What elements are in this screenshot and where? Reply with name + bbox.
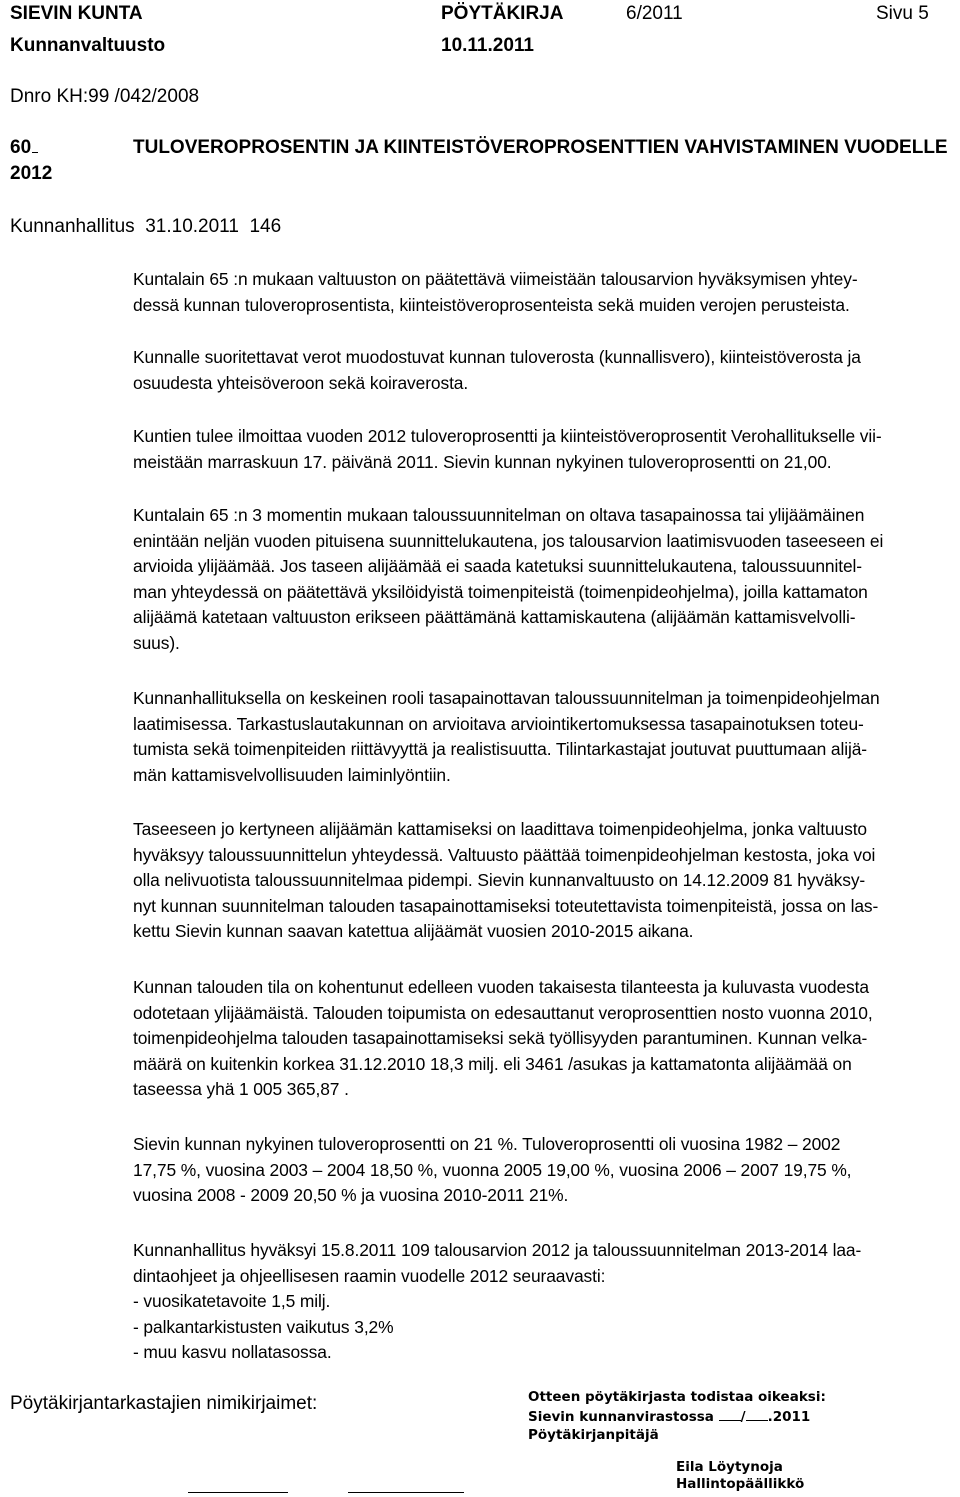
keeper-label: Pöytäkirjanpitäjä [528,1427,659,1443]
body-name: Kunnanvaltuusto [10,35,166,56]
paragraph-9: Kunnanhallitus hyväksyi 15.8.2011 109 talousarvion 2012 ja taloussuunnitelman 2013-2014 laa- dintaohjeet ja ohjeellisesen raamin vuodelle 2012 seuraavasti: - vuosikatetavoite 1,5 milj. - palkantarkistusten vaikutus 3,2% - muu kasvu nollatasossa. [133,1240,862,1362]
office-line: Sievin kunnanvirastossa / .2011 [528,1409,811,1425]
signer-title: Hallintopäällikkö [676,1476,805,1492]
paragraph-3: Kuntien tulee ilmoittaa vuoden 2012 tuloveroprosentti ja kiinteistöveroprosentit Verohallitukselle vii- meistään marraskuun 17. päivänä 2011. Sievin kunnan nykyinen tuloveroprosentti on 21,00. [133,426,882,472]
paragraph-1: Kuntalain 65 :n mukaan valtuuston on päätettävä viimeistään talousarvion hyväksymisen yhtey- dessä kunnan tuloveroprosentista, kiinteistöveroprosenteista sekä muiden verojen perusteista. [133,269,858,315]
month-blank [746,1408,768,1421]
doc-type: PÖYTÄKIRJA [441,3,564,24]
page-number: Sivu 5 [876,3,929,24]
meeting-date: 10.11.2011 [441,35,534,56]
inspectors-label: Pöytäkirjantarkastajien nimikirjaimet: [10,1393,318,1414]
section-title-year: 2012 [10,163,53,184]
record-number: Dnro KH:99 /042/2008 [10,86,200,107]
section-mark [32,138,38,153]
day-blank [719,1408,741,1421]
paragraph-7: Kunnan talouden tila on kohentunut edelleen vuoden takaisesta tilanteesta ja kuluvasta vuodesta odotetaan ylijäämäistä. Talouden toipumista on edesauttanut veroprosenttien nosto vuonna 2010, toimenpideohjelma talouden tasapainottamiseksi sekä työllisyyden parantuminen. Kunnan velka- määrä on kuitenkin korkea 31.12.2010 18,3 milj. eli 3461 /asukas ja kattamatonta alijäämää on taseessa yhä 1 005 365,87 . [133,977,873,1099]
section-number: 60 [10,137,39,159]
paragraph-8: Sievin kunnan nykyinen tuloveroprosentti on 21 %. Tuloveroprosentti oli vuosina 1982 – 2002 17,75 %, vuosina 2003 – 2004 18,50 %, vuonna 2005 19,00 %, vuosina 2006 – 2007 19,75 %, vuosina 2008 - 2009 20,50 % ja vuosina 2010-2011 21%. [133,1134,852,1205]
org-name: SIEVIN KUNTA [10,3,143,24]
paragraph-6: Taseeseen jo kertyneen alijäämän kattamiseksi on laadittava toimenpideohjelma, jonka valtuusto hyväksyy taloussuunnittelun yhteydessä. Valtuusto päättää toimenpideohjelman kestosta, joka voi olla nelivuotista taloussuunnitelmaa pidempi. Sievin kunnanvaltuusto on 14.12.2009 81 hyväksy- nyt kunnan suunnitelman talouden tasapainottamiseksi toteutettavista toimenpiteistä, jossa on las- kettu Sievin kunnan saavan katettua alijäämät vuosien 2010-2015 aikana. [133,819,879,941]
signer-name: Eila Löytynoja [676,1459,783,1475]
signature-line-2 [348,1492,464,1493]
certify-label: Otteen pöytäkirjasta todistaa oikeaksi: [528,1389,826,1405]
paragraph-2: Kunnalle suoritettavat verot muodostuvat kunnan tuloverosta (kunnallisvero), kiinteistöverosta ja osuudesta yhteisöveroon sekä koiraverosta. [133,347,861,393]
doc-number: 6/2011 [626,3,683,24]
section-title: TULOVEROPROSENTIN JA KIINTEISTÖVEROPROSENTTIEN VAHVISTAMINEN VUODELLE [133,137,948,158]
paragraph-5: Kunnanhallituksella on keskeinen rooli tasapainottavan taloussuunnitelman ja toimenpideohjelman laatimisessa. Tarkastuslautakunnan on arvioitava arviointikertomuksessa tasapainotuksen toteu- tumista sekä toimenpiteiden riittävyyttä ja realistisuutta. Tilintarkastajat joutuvat puuttumaan alijä- män kattamisvelvollisuuden laiminlyöntiin. [133,688,880,785]
prior-reference: Kunnanhallitus 31.10.2011 146 [10,216,282,237]
paragraph-4: Kuntalain 65 :n 3 momentin mukaan taloussuunnitelman on oltava tasapainossa tai ylijäämäinen enintään neljän vuoden pituisena suunnittelukautena, jos talousarvion laatimisvuoden taseeseen ei arvioida ylijäämää. Jos taseen alijäämää ei saada katetuksi suunnittelukautena, taloussuunnitel- man yhteydessä on päätettävä yksilöidyistä toimenpiteistä (toimenpideohjelma), joilla kattamaton alijäämä katetaan valtuuston erikseen päättämänä kattamiskautena (alijäämän kattamisvelvolli- suus). [133,505,884,653]
signature-line-1 [188,1492,288,1493]
